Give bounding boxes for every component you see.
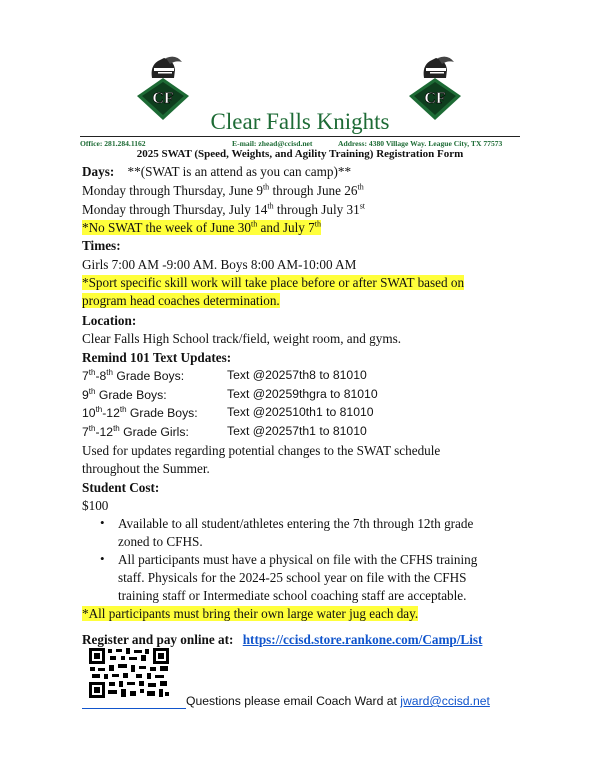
water-jug-note: *All participants must bring their own large water jug each day. bbox=[82, 606, 419, 621]
bullet-icon: • bbox=[100, 551, 105, 566]
location-text: Clear Falls High School track/field, weight room, and gyms. bbox=[82, 331, 402, 346]
days-note: **(SWAT is an attend as you can camp)** bbox=[127, 164, 352, 179]
no-swat-note: *No SWAT the week of June 30th and July 7th bbox=[82, 219, 321, 235]
form-title: 2025 SWAT (Speed, Weights, and Agility Training) Registration Form bbox=[136, 148, 464, 160]
times-schedule: Girls 7:00 AM -9:00 AM. Boys 8:00 AM-10:00 AM bbox=[82, 257, 357, 272]
june-dates: Monday through Thursday, June 9th through June 26th bbox=[82, 182, 364, 198]
office-phone: Office: 281.284.1162 bbox=[80, 139, 146, 148]
eligibility-line1: Available to all student/athletes entering the 7th through 12th grade bbox=[118, 516, 474, 531]
questions-text: Questions please email Coach Ward at bbox=[186, 694, 401, 708]
remind-code: Text @202510th1 to 81010 bbox=[227, 405, 374, 419]
remind-code: Text @20259thgra to 81010 bbox=[227, 387, 378, 401]
location-heading: Location: bbox=[82, 313, 137, 328]
remind-usage-line1: Used for updates regarding potential changes to the SWAT schedule bbox=[82, 443, 441, 458]
register-row bbox=[82, 631, 482, 648]
cost-heading: Student Cost: bbox=[82, 480, 160, 495]
physical-line2: staff. Physicals for the 2024-25 school year on file with the CFHS bbox=[118, 570, 467, 585]
register-label: Register and pay online at: bbox=[82, 632, 234, 647]
times-heading: Times: bbox=[82, 238, 121, 253]
questions-row bbox=[186, 694, 490, 708]
svg-text:CF: CF bbox=[152, 90, 174, 107]
eligibility-line2: zoned to CFHS. bbox=[118, 534, 203, 549]
remind-row: 9th Grade Boys: bbox=[82, 386, 167, 402]
office-address: Address: 4380 Village Way. League City, TX 77573 bbox=[338, 139, 503, 148]
remind-code: Text @20257th1 to 81010 bbox=[227, 424, 367, 438]
remind-row: 7th-12th Grade Girls: bbox=[82, 423, 189, 439]
office-email: E-mail: zhead@ccisd.net bbox=[232, 139, 313, 148]
page-title: Clear Falls Knights bbox=[210, 109, 390, 134]
remind-row: 7th-8th Grade Boys: bbox=[82, 367, 185, 383]
remind-row: 10th-12th Grade Boys: bbox=[82, 404, 198, 420]
bullet-icon: • bbox=[100, 515, 105, 530]
svg-text:CF: CF bbox=[424, 90, 446, 107]
registration-link[interactable]: https://ccisd.store.rankone.com/Camp/List bbox=[242, 632, 483, 647]
remind-code: Text @20257th8 to 81010 bbox=[227, 368, 367, 382]
days-heading: Days: bbox=[82, 164, 115, 179]
signature-line bbox=[82, 708, 186, 709]
header-divider bbox=[80, 136, 520, 137]
contact-email-link[interactable]: jward@ccisd.net bbox=[400, 694, 490, 708]
remind-heading: Remind 101 Text Updates: bbox=[82, 350, 232, 365]
july-dates: Monday through Thursday, July 14th through July 31st bbox=[82, 201, 366, 217]
skill-work-note-line2: program head coaches determination. bbox=[82, 293, 280, 308]
cost-amount: $100 bbox=[82, 498, 109, 513]
physical-line3: training staff or Intermediate school coaching staff are acceptable. bbox=[118, 588, 467, 603]
qr-code-icon bbox=[88, 647, 170, 699]
skill-work-note-line1: *Sport specific skill work will take place before or after SWAT based on bbox=[82, 275, 465, 290]
physical-line1: All participants must have a physical on file with the CFHS training bbox=[118, 552, 478, 567]
remind-usage-line2: throughout the Summer. bbox=[82, 461, 210, 476]
days-row bbox=[82, 163, 351, 180]
